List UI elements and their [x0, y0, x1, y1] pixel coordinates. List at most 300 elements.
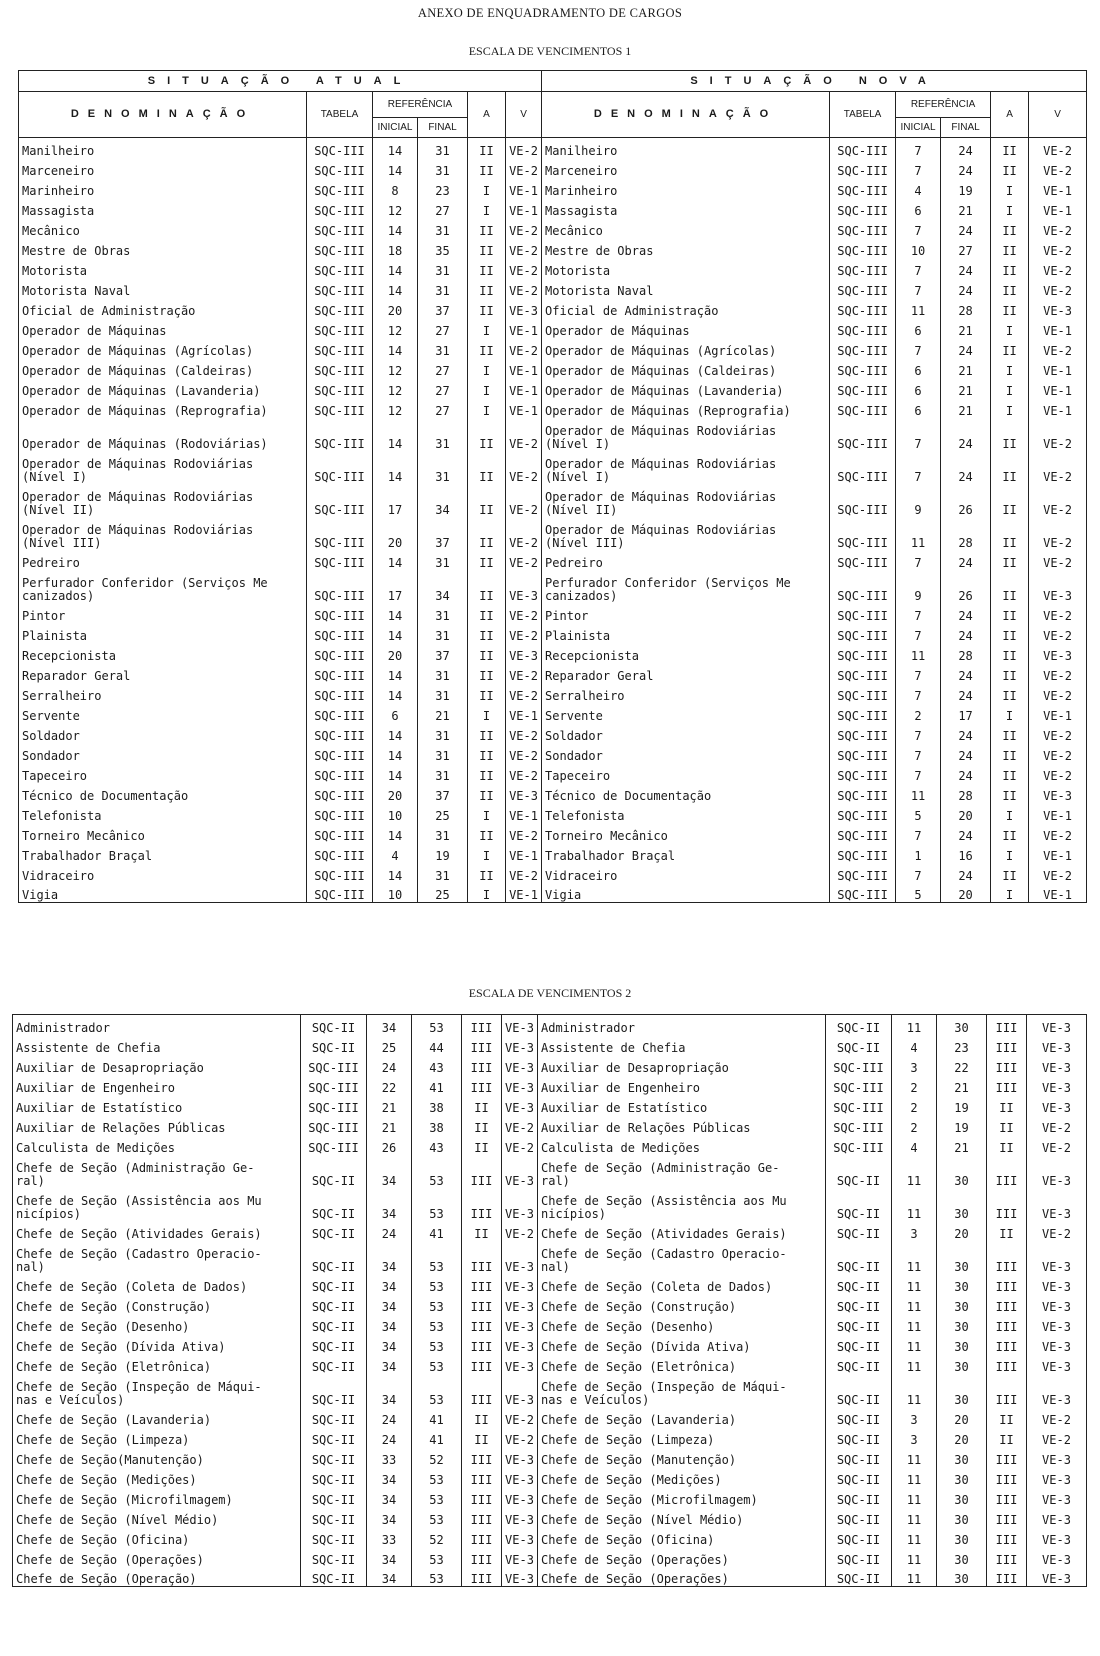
atual-ref-final-cell: 41 [412, 1221, 462, 1241]
atual-ref-inicial-cell: 14 [373, 683, 418, 703]
atual-ref-inicial-cell: 20 [373, 643, 418, 663]
nova-a-cell: I [991, 883, 1029, 903]
nova-ref-inicial-cell: 7 [896, 550, 941, 570]
atual-a-cell: III [462, 1527, 502, 1547]
atual-ref-inicial-cell: 34 [367, 1241, 412, 1274]
table-row [13, 1221, 1087, 1241]
nova-tabela-cell: SQC-III [830, 338, 896, 358]
nova-ref-final-cell: 30 [937, 1334, 987, 1354]
nova-v-cell: VE-2 [1029, 863, 1087, 883]
atual-denominacao-cell: Chefe de Seção (Administração Ge- ral) [13, 1155, 301, 1188]
atual-ref-final-cell: 31 [418, 743, 468, 763]
nova-ref-inicial-cell: 11 [892, 1487, 937, 1507]
atual-tabela-cell: SQC-III [307, 258, 373, 278]
atual-ref-final-cell: 38 [412, 1095, 462, 1115]
atual-tabela-cell: SQC-II [301, 1035, 367, 1055]
atual-v-cell: VE-3 [502, 1447, 538, 1467]
nova-tabela-cell: SQC-III [830, 178, 896, 198]
atual-a-cell: I [468, 178, 506, 198]
nova-tabela-cell: SQC-II [826, 1547, 892, 1567]
nova-denominacao-cell: Chefe de Seção (Limpeza) [538, 1427, 826, 1447]
table-row [13, 1507, 1087, 1527]
atual-tabela-cell: SQC-III [307, 358, 373, 378]
nova-ref-inicial-cell: 7 [896, 218, 941, 238]
atual-tabela-cell: SQC-III [307, 517, 373, 550]
table-row [19, 218, 1087, 238]
table-row [13, 1567, 1087, 1587]
nova-v-cell: VE-3 [1027, 1527, 1087, 1547]
atual-ref-final-cell: 53 [412, 1507, 462, 1527]
atual-ref-inicial-cell: 24 [367, 1427, 412, 1447]
atual-v-cell: VE-1 [506, 178, 542, 198]
nova-ref-inicial-cell: 11 [892, 1155, 937, 1188]
nova-tabela-cell: SQC-III [830, 418, 896, 451]
nova-ref-final-cell: 28 [941, 298, 991, 318]
atual-a-cell: III [462, 1241, 502, 1274]
nova-tabela-cell: SQC-II [826, 1354, 892, 1374]
nova-denominacao-cell: Assistente de Chefia [538, 1035, 826, 1055]
table-row [19, 803, 1087, 823]
atual-a-cell: I [468, 318, 506, 338]
nova-v-cell: VE-2 [1029, 278, 1087, 298]
nova-ref-final-cell: 17 [941, 703, 991, 723]
atual-ref-inicial-cell: 34 [367, 1294, 412, 1314]
nova-ref-final-cell: 30 [937, 1547, 987, 1567]
nova-tabela-cell: SQC-II [826, 1035, 892, 1055]
atual-a-cell: II [468, 783, 506, 803]
nova-ref-inicial-cell: 5 [896, 883, 941, 903]
nova-tabela-cell: SQC-III [830, 278, 896, 298]
nova-ref-final-cell: 16 [941, 843, 991, 863]
nova-a-cell: III [987, 1467, 1027, 1487]
nova-denominacao-cell: Chefe de Seção (Atividades Gerais) [538, 1221, 826, 1241]
nova-ref-inicial-cell: 6 [896, 358, 941, 378]
table-row [19, 843, 1087, 863]
atual-tabela-cell: SQC-II [301, 1507, 367, 1527]
atual-denominacao-cell: Assistente de Chefia [13, 1035, 301, 1055]
nova-v-cell: VE-3 [1027, 1055, 1087, 1075]
nova-denominacao-cell: Telefonista [542, 803, 830, 823]
nova-tabela-cell: SQC-III [830, 703, 896, 723]
nova-ref-final-cell: 27 [941, 238, 991, 258]
nova-v-cell: VE-2 [1029, 338, 1087, 358]
nova-denominacao-cell: Operador de Máquinas (Lavanderia) [542, 378, 830, 398]
atual-tabela-cell: SQC-III [301, 1075, 367, 1095]
header-tabela-nova: TABELA [830, 92, 896, 138]
atual-v-cell: VE-1 [506, 398, 542, 418]
atual-denominacao-cell: Chefe de Seção (Cadastro Operacio- nal) [13, 1241, 301, 1274]
atual-ref-final-cell: 53 [412, 1467, 462, 1487]
atual-tabela-cell: SQC-II [301, 1294, 367, 1314]
atual-ref-inicial-cell: 34 [367, 1467, 412, 1487]
atual-tabela-cell: SQC-III [307, 238, 373, 258]
atual-denominacao-cell: Chefe de Seção (Limpeza) [13, 1427, 301, 1447]
nova-denominacao-cell: Chefe de Seção (Cadastro Operacio- nal) [538, 1241, 826, 1274]
table-row [19, 138, 1087, 158]
nova-ref-inicial-cell: 7 [896, 683, 941, 703]
nova-ref-inicial-cell: 11 [896, 298, 941, 318]
nova-v-cell: VE-3 [1027, 1547, 1087, 1567]
atual-ref-inicial-cell: 14 [373, 823, 418, 843]
nova-tabela-cell: SQC-III [830, 663, 896, 683]
nova-denominacao-cell: Reparador Geral [542, 663, 830, 683]
nova-tabela-cell: SQC-II [826, 1274, 892, 1294]
atual-ref-final-cell: 53 [412, 1567, 462, 1587]
nova-tabela-cell: SQC-III [830, 603, 896, 623]
nova-ref-final-cell: 21 [941, 198, 991, 218]
nova-a-cell: II [991, 278, 1029, 298]
atual-a-cell: III [462, 1507, 502, 1527]
nova-ref-inicial-cell: 7 [896, 451, 941, 484]
atual-tabela-cell: SQC-III [307, 278, 373, 298]
nova-a-cell: II [991, 823, 1029, 843]
table-row [13, 1314, 1087, 1334]
atual-v-cell: VE-2 [506, 823, 542, 843]
nova-ref-inicial-cell: 6 [896, 378, 941, 398]
atual-denominacao-cell: Servente [19, 703, 307, 723]
atual-tabela-cell: SQC-III [307, 843, 373, 863]
atual-tabela-cell: SQC-III [307, 823, 373, 843]
atual-ref-inicial-cell: 20 [373, 298, 418, 318]
atual-v-cell: VE-2 [506, 743, 542, 763]
table-row [13, 1467, 1087, 1487]
table-row [13, 1241, 1087, 1274]
atual-denominacao-cell: Serralheiro [19, 683, 307, 703]
nova-tabela-cell: SQC-III [826, 1055, 892, 1075]
atual-tabela-cell: SQC-II [301, 1274, 367, 1294]
atual-v-cell: VE-2 [506, 723, 542, 743]
atual-denominacao-cell: Tapeceiro [19, 763, 307, 783]
table-row [19, 883, 1087, 903]
nova-tabela-cell: SQC-II [826, 1155, 892, 1188]
atual-ref-inicial-cell: 34 [367, 1155, 412, 1188]
atual-ref-inicial-cell: 22 [367, 1075, 412, 1095]
atual-tabela-cell: SQC-III [307, 198, 373, 218]
nova-ref-inicial-cell: 4 [896, 178, 941, 198]
atual-denominacao-cell: Administrador [13, 1015, 301, 1035]
nova-denominacao-cell: Chefe de Seção (Inspeção de Máqui- nas e Veículos) [538, 1374, 826, 1407]
atual-v-cell: VE-2 [502, 1135, 538, 1155]
nova-v-cell: VE-2 [1029, 484, 1087, 517]
nova-a-cell: II [987, 1095, 1027, 1115]
atual-denominacao-cell: Mecânico [19, 218, 307, 238]
atual-denominacao-cell: Manilheiro [19, 138, 307, 158]
nova-denominacao-cell: Operador de Máquinas Rodoviárias (Nível II) [542, 484, 830, 517]
nova-ref-final-cell: 30 [937, 1274, 987, 1294]
atual-ref-inicial-cell: 14 [373, 451, 418, 484]
nova-v-cell: VE-2 [1029, 158, 1087, 178]
atual-ref-final-cell: 31 [418, 138, 468, 158]
nova-tabela-cell: SQC-III [830, 683, 896, 703]
atual-a-cell: II [468, 418, 506, 451]
nova-ref-inicial-cell: 11 [896, 783, 941, 803]
atual-denominacao-cell: Telefonista [19, 803, 307, 823]
nova-ref-inicial-cell: 7 [896, 603, 941, 623]
nova-a-cell: III [987, 1334, 1027, 1354]
nova-denominacao-cell: Vidraceiro [542, 863, 830, 883]
nova-tabela-cell: SQC-III [830, 198, 896, 218]
atual-ref-final-cell: 34 [418, 484, 468, 517]
header-referencia-atual: REFERÊNCIA [373, 92, 468, 118]
atual-tabela-cell: SQC-II [301, 1427, 367, 1447]
nova-tabela-cell: SQC-III [830, 378, 896, 398]
atual-denominacao-cell: Chefe de Seção (Coleta de Dados) [13, 1274, 301, 1294]
atual-v-cell: VE-2 [506, 218, 542, 238]
atual-ref-inicial-cell: 34 [367, 1547, 412, 1567]
nova-tabela-cell: SQC-II [826, 1221, 892, 1241]
atual-a-cell: III [462, 1294, 502, 1314]
nova-a-cell: II [991, 663, 1029, 683]
nova-a-cell: III [987, 1015, 1027, 1035]
nova-a-cell: III [987, 1374, 1027, 1407]
nova-ref-final-cell: 20 [937, 1221, 987, 1241]
atual-tabela-cell: SQC-II [301, 1447, 367, 1467]
nova-ref-final-cell: 24 [941, 863, 991, 883]
nova-v-cell: VE-2 [1029, 623, 1087, 643]
scale-2-title: ESCALA DE VENCIMENTOS 2 [468, 986, 632, 1000]
atual-denominacao-cell: Chefe de Seção(Manutenção) [13, 1447, 301, 1467]
atual-ref-final-cell: 53 [412, 1487, 462, 1507]
nova-denominacao-cell: Pintor [542, 603, 830, 623]
atual-tabela-cell: SQC-III [307, 783, 373, 803]
nova-a-cell: II [991, 158, 1029, 178]
nova-ref-final-cell: 24 [941, 623, 991, 643]
atual-a-cell: II [468, 278, 506, 298]
nova-tabela-cell: SQC-II [826, 1314, 892, 1334]
atual-ref-inicial-cell: 34 [367, 1314, 412, 1334]
atual-denominacao-cell: Mestre de Obras [19, 238, 307, 258]
atual-tabela-cell: SQC-III [307, 451, 373, 484]
header-denominacao-atual: DENOMINAÇÃO [19, 92, 307, 138]
atual-a-cell: II [462, 1407, 502, 1427]
document-title: ANEXO DE ENQUADRAMENTO DE CARGOS [417, 6, 683, 20]
atual-tabela-cell: SQC-III [307, 178, 373, 198]
nova-ref-final-cell: 19 [937, 1095, 987, 1115]
table-row [13, 1188, 1087, 1221]
nova-denominacao-cell: Chefe de Seção (Manutenção) [538, 1447, 826, 1467]
atual-v-cell: VE-2 [506, 258, 542, 278]
atual-a-cell: III [462, 1035, 502, 1055]
nova-ref-final-cell: 24 [941, 158, 991, 178]
nova-ref-final-cell: 22 [937, 1055, 987, 1075]
nova-denominacao-cell: Marinheiro [542, 178, 830, 198]
atual-ref-final-cell: 27 [418, 398, 468, 418]
atual-denominacao-cell: Chefe de Seção (Desenho) [13, 1314, 301, 1334]
atual-v-cell: VE-3 [502, 1507, 538, 1527]
nova-v-cell: VE-3 [1027, 1567, 1087, 1587]
nova-a-cell: III [987, 1354, 1027, 1374]
atual-denominacao-cell: Operador de Máquinas Rodoviárias (Nível III) [19, 517, 307, 550]
atual-ref-inicial-cell: 34 [367, 1487, 412, 1507]
nova-v-cell: VE-3 [1027, 1354, 1087, 1374]
atual-tabela-cell: SQC-III [307, 643, 373, 663]
nova-v-cell: VE-3 [1027, 1314, 1087, 1334]
atual-tabela-cell: SQC-II [301, 1221, 367, 1241]
nova-v-cell: VE-3 [1027, 1294, 1087, 1314]
nova-v-cell: VE-3 [1027, 1334, 1087, 1354]
atual-a-cell: II [468, 823, 506, 843]
scale-1-title: ESCALA DE VENCIMENTOS 1 [468, 44, 632, 58]
atual-a-cell: III [462, 1274, 502, 1294]
table-row [13, 1354, 1087, 1374]
nova-denominacao-cell: Chefe de Seção (Coleta de Dados) [538, 1274, 826, 1294]
nova-ref-final-cell: 24 [941, 743, 991, 763]
nova-denominacao-cell: Operador de Máquinas (Caldeiras) [542, 358, 830, 378]
nova-ref-final-cell: 30 [937, 1567, 987, 1587]
nova-ref-inicial-cell: 11 [892, 1467, 937, 1487]
table-row [13, 1095, 1087, 1115]
atual-ref-inicial-cell: 12 [373, 318, 418, 338]
nova-ref-final-cell: 21 [937, 1075, 987, 1095]
nova-ref-inicial-cell: 7 [896, 663, 941, 683]
nova-a-cell: III [987, 1507, 1027, 1527]
atual-tabela-cell: SQC-III [307, 803, 373, 823]
atual-denominacao-cell: Pedreiro [19, 550, 307, 570]
nova-ref-inicial-cell: 9 [896, 484, 941, 517]
table-row [19, 863, 1087, 883]
nova-a-cell: III [987, 1075, 1027, 1095]
atual-v-cell: VE-1 [506, 378, 542, 398]
table-row [19, 623, 1087, 643]
atual-a-cell: II [462, 1427, 502, 1447]
table-row [13, 1035, 1087, 1055]
nova-ref-inicial-cell: 11 [892, 1447, 937, 1467]
atual-ref-final-cell: 44 [412, 1035, 462, 1055]
atual-tabela-cell: SQC-III [307, 550, 373, 570]
nova-a-cell: III [987, 1274, 1027, 1294]
nova-ref-inicial-cell: 11 [892, 1507, 937, 1527]
atual-denominacao-cell: Chefe de Seção (Inspeção de Máqui- nas e Veículos) [13, 1374, 301, 1407]
nova-denominacao-cell: Vigia [542, 883, 830, 903]
atual-denominacao-cell: Operador de Máquinas [19, 318, 307, 338]
nova-v-cell: VE-2 [1027, 1407, 1087, 1427]
nova-ref-final-cell: 26 [941, 570, 991, 603]
atual-v-cell: VE-2 [506, 338, 542, 358]
header-situacao-nova: SITUAÇÃO NOVA [542, 71, 1087, 92]
atual-denominacao-cell: Chefe de Seção (Lavanderia) [13, 1407, 301, 1427]
nova-a-cell: I [991, 178, 1029, 198]
atual-ref-inicial-cell: 14 [373, 338, 418, 358]
atual-a-cell: III [462, 1334, 502, 1354]
atual-a-cell: III [462, 1547, 502, 1567]
nova-ref-final-cell: 24 [941, 278, 991, 298]
nova-denominacao-cell: Técnico de Documentação [542, 783, 830, 803]
atual-v-cell: VE-3 [502, 1015, 538, 1035]
atual-ref-final-cell: 53 [412, 1314, 462, 1334]
atual-ref-final-cell: 31 [418, 158, 468, 178]
atual-ref-inicial-cell: 34 [367, 1507, 412, 1527]
atual-ref-inicial-cell: 14 [373, 663, 418, 683]
atual-tabela-cell: SQC-III [307, 570, 373, 603]
nova-ref-final-cell: 20 [937, 1407, 987, 1427]
table-row [13, 1374, 1087, 1407]
atual-ref-final-cell: 43 [412, 1055, 462, 1075]
atual-ref-final-cell: 31 [418, 623, 468, 643]
atual-ref-final-cell: 31 [418, 763, 468, 783]
atual-tabela-cell: SQC-III [307, 378, 373, 398]
nova-a-cell: III [987, 1241, 1027, 1274]
atual-v-cell: VE-3 [502, 1314, 538, 1334]
atual-tabela-cell: SQC-III [301, 1135, 367, 1155]
nova-ref-final-cell: 30 [937, 1155, 987, 1188]
nova-ref-final-cell: 30 [937, 1487, 987, 1507]
atual-ref-inicial-cell: 14 [373, 550, 418, 570]
atual-ref-final-cell: 31 [418, 278, 468, 298]
nova-a-cell: II [987, 1221, 1027, 1241]
atual-denominacao-cell: Operador de Máquinas (Rodoviárias) [19, 418, 307, 451]
atual-a-cell: III [462, 1075, 502, 1095]
nova-tabela-cell: SQC-III [830, 451, 896, 484]
nova-a-cell: II [991, 623, 1029, 643]
nova-denominacao-cell: Chefe de Seção (Dívida Ativa) [538, 1334, 826, 1354]
nova-v-cell: VE-2 [1029, 418, 1087, 451]
atual-ref-inicial-cell: 24 [367, 1407, 412, 1427]
table-row [19, 743, 1087, 763]
nova-ref-final-cell: 24 [941, 663, 991, 683]
nova-ref-final-cell: 19 [937, 1115, 987, 1135]
nova-ref-inicial-cell: 7 [896, 258, 941, 278]
nova-ref-final-cell: 21 [937, 1135, 987, 1155]
nova-v-cell: VE-3 [1027, 1035, 1087, 1055]
table-row [13, 1294, 1087, 1314]
nova-tabela-cell: SQC-II [826, 1487, 892, 1507]
atual-denominacao-cell: Chefe de Seção (Dívida Ativa) [13, 1334, 301, 1354]
atual-ref-final-cell: 53 [412, 1188, 462, 1221]
atual-ref-inicial-cell: 14 [373, 623, 418, 643]
nova-ref-inicial-cell: 2 [892, 1095, 937, 1115]
nova-v-cell: VE-3 [1027, 1241, 1087, 1274]
atual-v-cell: VE-2 [506, 238, 542, 258]
nova-a-cell: III [987, 1567, 1027, 1587]
table-row [13, 1447, 1087, 1467]
header-final-atual: FINAL [418, 118, 468, 138]
atual-ref-final-cell: 41 [412, 1075, 462, 1095]
nova-a-cell: I [991, 398, 1029, 418]
nova-v-cell: VE-3 [1029, 643, 1087, 663]
atual-v-cell: VE-3 [506, 298, 542, 318]
atual-ref-inicial-cell: 14 [373, 258, 418, 278]
nova-tabela-cell: SQC-II [826, 1447, 892, 1467]
scale-1-body [19, 138, 1087, 903]
table-row [19, 418, 1087, 451]
nova-a-cell: II [991, 603, 1029, 623]
atual-ref-final-cell: 31 [418, 603, 468, 623]
atual-a-cell: III [462, 1354, 502, 1374]
atual-ref-final-cell: 34 [418, 570, 468, 603]
atual-ref-final-cell: 53 [412, 1241, 462, 1274]
nova-v-cell: VE-3 [1027, 1507, 1087, 1527]
header-a-nova: A [991, 92, 1029, 138]
nova-ref-final-cell: 20 [937, 1427, 987, 1447]
atual-tabela-cell: SQC-III [307, 138, 373, 158]
nova-a-cell: II [991, 723, 1029, 743]
nova-tabela-cell: SQC-III [830, 138, 896, 158]
atual-v-cell: VE-3 [502, 1294, 538, 1314]
nova-ref-inicial-cell: 3 [892, 1407, 937, 1427]
nova-ref-inicial-cell: 11 [892, 1354, 937, 1374]
nova-denominacao-cell: Soldador [542, 723, 830, 743]
nova-tabela-cell: SQC-II [826, 1467, 892, 1487]
nova-ref-inicial-cell: 7 [896, 743, 941, 763]
nova-v-cell: VE-1 [1029, 803, 1087, 823]
atual-v-cell: VE-3 [502, 1467, 538, 1487]
header-tabela-atual: TABELA [307, 92, 373, 138]
nova-denominacao-cell: Chefe de Seção (Nível Médio) [538, 1507, 826, 1527]
atual-v-cell: VE-3 [502, 1075, 538, 1095]
atual-ref-inicial-cell: 12 [373, 358, 418, 378]
nova-ref-inicial-cell: 7 [896, 338, 941, 358]
atual-ref-inicial-cell: 25 [367, 1035, 412, 1055]
